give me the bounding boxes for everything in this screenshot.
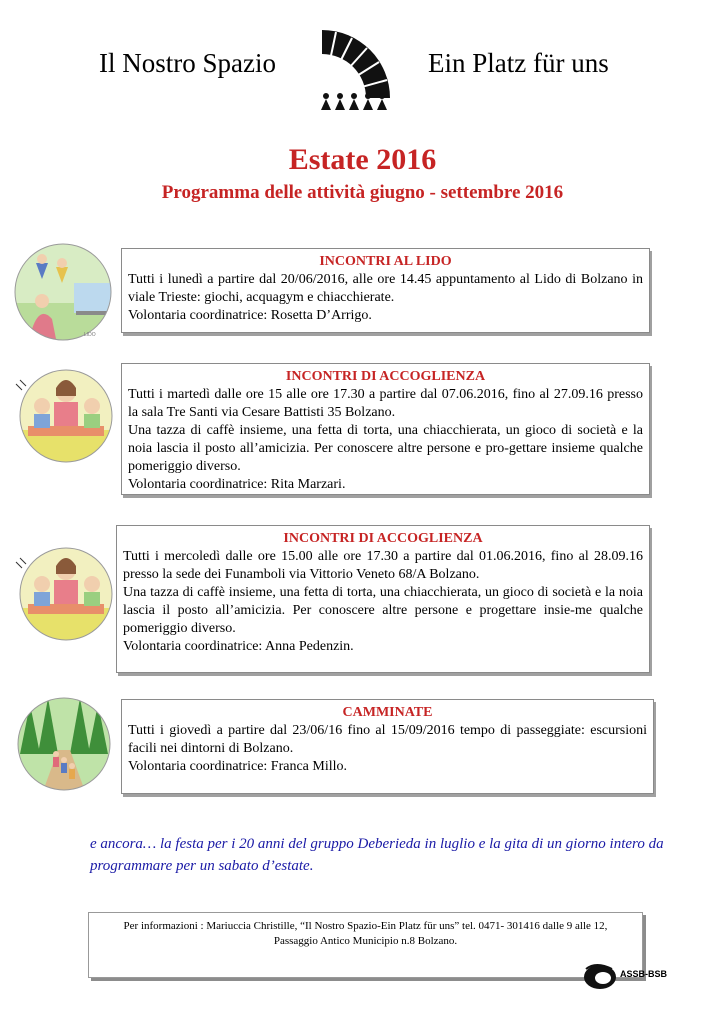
cafe-drawing-icon xyxy=(12,366,116,466)
activity-schedule: Tutti i martedì dalle ore 15 alle ore 17.30 a partire dal 07.06.2016, fino al 27.09.16 presso la sala Tre Santi via Cesare Battisti 35 Bolzano. xyxy=(128,387,643,420)
activity-card-walks xyxy=(121,699,654,794)
activity-heading: CAMMINATE xyxy=(342,705,433,720)
activity-description: Tutti i lunedì a partire dal 20/06/2016, alle ore 14.45 appuntamento al Lido di Bolzano in viale Trieste: giochi, acquagym e chiacchierate. xyxy=(128,272,643,305)
header-right-title: Ein Platz für uns xyxy=(428,48,609,78)
activity-coordinator: Volontaria coordinatrice: Rita Marzari. xyxy=(128,477,346,492)
activity-coordinator: Volontaria coordinatrice: Franca Millo. xyxy=(128,759,348,774)
cafe-drawing-icon xyxy=(12,544,116,644)
header-left-title: Il Nostro Spazio xyxy=(99,48,276,78)
lido-drawing-icon xyxy=(12,243,114,341)
activity-card-lido xyxy=(121,248,650,333)
activity-description: Una tazza di caffè insieme, una fetta di torta, una chiacchierata, un gioco di società e la noia lascia il posto all’amicizia. Per conoscere altre persone e progettare insie-me qualche pomeriggio diverso. xyxy=(123,585,643,636)
activity-heading: INCONTRI DI ACCOGLIENZA xyxy=(283,531,483,546)
page-title: Estate 2016 xyxy=(288,143,437,176)
activity-card-tuesday xyxy=(121,363,650,495)
lido-caption: LIDO xyxy=(84,332,96,338)
activity-heading: INCONTRI AL LIDO xyxy=(319,254,452,269)
org-name: ASSB-BSB xyxy=(620,969,668,979)
footer-address-line: Passaggio Antico Municipio n.8 Bolzano. xyxy=(273,935,458,947)
contact-footer xyxy=(88,912,643,978)
activity-schedule: Tutti i mercoledì dalle ore 15.00 alle ore 17.30 a partire dal 01.06.2016, fino al 28.09.16 presso la sede dei Funamboli via Vittorio Veneto 68/A Bolzano. xyxy=(123,549,643,582)
activity-card-wednesday xyxy=(116,525,650,673)
forest-walk-drawing-icon xyxy=(12,694,116,794)
page-subtitle: Programma delle attività giugno - settembre 2016 xyxy=(161,182,564,203)
activity-schedule: Tutti i giovedì a partire dal 23/06/16 fino al 15/09/2016 tempo di passeggiate: escursioni facili nei dintorni di Bolzano. xyxy=(128,723,647,756)
footer-contact-line: Per informazioni : Mariuccia Christille, “Il Nostro Spazio-Ein Platz für uns” tel. 0471- 301416 dalle 9 alle 12, xyxy=(123,920,608,932)
fan-with-figures-icon xyxy=(312,24,412,114)
activity-coordinator: Volontaria coordinatrice: Rosetta D’Arrigo. xyxy=(128,308,372,323)
activity-coordinator: Volontaria coordinatrice: Anna Pedenzin. xyxy=(123,639,354,654)
activity-heading: INCONTRI DI ACCOGLIENZA xyxy=(285,369,486,384)
activity-description: Una tazza di caffè insieme, una fetta di torta, una chiacchierata, un gioco di società e la noia lascia il posto all’amicizia. Per conoscere altre persone e pro-gettare insieme qualche pomeriggio diverso. xyxy=(128,423,643,474)
closing-note: e ancora… la festa per i 20 anni del gruppo Deberieda in luglio e la gita di un giorno intero da programmare per un sabato d’estate. xyxy=(90,836,664,874)
